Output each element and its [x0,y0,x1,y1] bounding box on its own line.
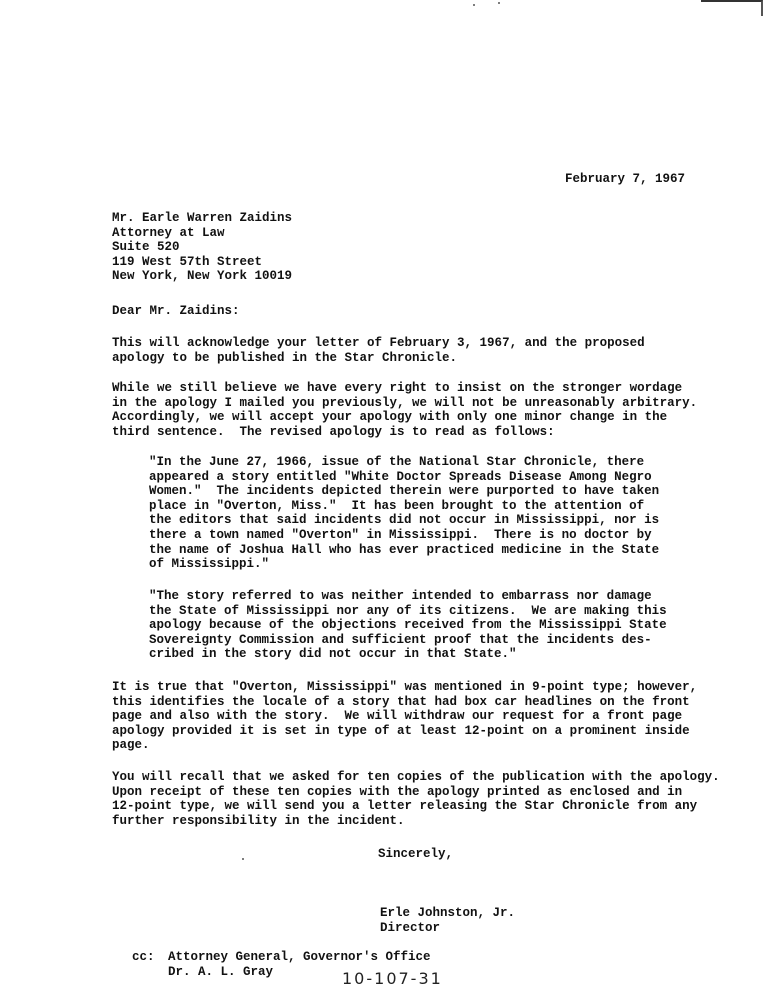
paragraph-acknowledgement [112,336,645,365]
paragraph-line: page and also with the story. We will withdraw our request for a front page [112,709,683,724]
cc-recipient: Attorney General, Governor's Office [168,950,431,964]
paragraph-acceptance [112,381,697,439]
file-number: 10-107-31 [342,969,443,988]
paragraph-line: This will acknowledge your letter of February 3, 1967, and the proposed [112,336,645,350]
paragraph-line: third sentence. The revised apology is to read as follows: [112,424,555,439]
quote-line: the editors that said incidents did not occur in Mississippi, nor is [149,513,660,528]
quote-line: appeared a story entitled "White Doctor Spreads Disease Among Negro [149,469,652,484]
scan-speck [242,858,244,860]
paragraph-line: this identifies the locale of a story that had box car headlines on the front [112,694,690,709]
quote-line: of Mississippi." [149,557,270,572]
scan-speck [473,4,475,6]
quote-line: there a town named "Overton" in Mississippi. There is no doctor by [149,527,652,542]
paragraph-line: in the apology I mailed you previously, we will not be unreasonably arbitrary. [112,395,698,410]
paragraph-copies-request [112,770,720,828]
paragraph-type-size [112,680,697,753]
paragraph-line: While we still believe we have every right to insist on the stronger wordage [112,381,683,395]
letter-date: February 7, 1967 [565,172,686,186]
apology-quote-second [149,589,667,662]
paragraph-line: further responsibility in the incident. [112,813,405,828]
quote-line: cribed in the story did not occur in that State." [149,647,517,662]
address-line: Attorney at Law [112,225,225,240]
signer-title: Director [380,920,441,935]
quote-line: Women." The incidents depicted therein were purported to have taken [149,484,660,499]
paragraph-line: It is true that "Overton, Mississippi" was mentioned in 9-point type; however, [112,680,698,694]
signer-name: Erle Johnston, Jr. [380,906,516,920]
paragraph-line: apology provided it is set in type of at least 12-point on a prominent inside [112,723,690,738]
cc-recipient: Dr. A. L. Gray [168,964,274,979]
quote-line: "In the June 27, 1966, issue of the National Star Chronicle, there [149,455,645,469]
recipient-address [112,211,292,284]
quote-line: apology because of the objections received from the Mississippi State [149,618,667,633]
scan-speck [498,2,500,4]
address-line: New York, New York 10019 [112,269,293,284]
address-line: 119 West 57th Street [112,254,263,269]
quote-line: place in "Overton, Miss." It has been brought to the attention of [149,498,645,513]
closing: Sincerely, [378,847,454,861]
paragraph-line: 12-point type, we will send you a letter releasing the Star Chronicle from any [112,799,698,814]
address-line: Mr. Earle Warren Zaidins [112,211,293,225]
scan-edge-mark [701,0,763,16]
salutation: Dear Mr. Zaidins: [112,304,240,318]
paragraph-line: Accordingly, we will accept your apology with only one minor change in the [112,410,668,425]
paragraph-line: You will recall that we asked for ten copies of the publication with the apology. [112,770,720,784]
signature-block [380,906,515,935]
cc-label: cc: [132,950,155,964]
paragraph-line: apology to be published in the Star Chronicle. [112,350,458,365]
apology-quote-first [149,455,659,572]
quote-line: the name of Joshua Hall who has ever practiced medicine in the State [149,542,660,557]
quote-line: "The story referred to was neither intended to embarrass nor damage [149,589,652,603]
paragraph-line: Upon receipt of these ten copies with the apology printed as enclosed and in [112,784,683,799]
quote-line: the State of Mississippi nor any of its citizens. We are making this [149,603,667,618]
address-line: Suite 520 [112,240,180,255]
quote-line: Sovereignty Commission and sufficient proof that the incidents des- [149,632,652,647]
paragraph-line: page. [112,738,150,753]
